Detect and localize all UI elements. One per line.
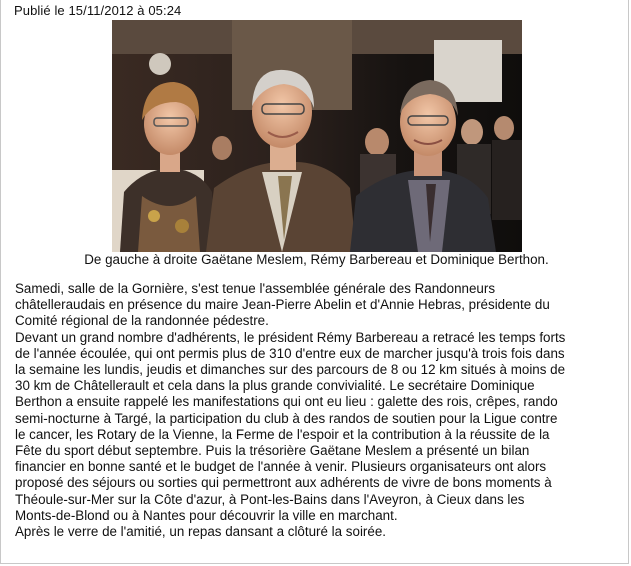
article-body — [15, 281, 621, 540]
article-line: Devant un grand nombre d'adhérents, le président Rémy Barbereau a retracé les temps forts — [15, 329, 566, 345]
article-line: semi-nocturne à Targé, la participation du club à des randos de soutien pour la Ligue contre — [15, 410, 558, 426]
article-text: châtelleraudais en présence du maire Jean-Pierre Abelin et d'Annie Hebras, présidente du — [15, 297, 550, 313]
article-line: la semaine les lundis, jeudis et dimanches sur des parcours de 8 ou 12 km situés à moins de — [15, 362, 566, 378]
article-line: Après le verre de l'amitié, un repas dansant a clôturé la soirée. — [15, 524, 386, 540]
photo-caption: De gauche à droite Gaëtane Meslem, Rémy Barbereau et Dominique Berthon. — [84, 252, 549, 267]
article-line: Monts-de-Blond ou à Nantes pour découvrir la ville en marchant. — [15, 507, 398, 523]
article-line: Berthon a ensuite rappelé les manifestations qui ont eu lieu : galette des rois, crêpes, rando — [15, 394, 558, 410]
article-line: proposé des séjours ou sorties qui permettront aux adhérents de vivre de bons moments à — [15, 475, 552, 491]
article-line: le cancer, les Rotary de la Vienne, la Ferme de l'espoir et la contribution à la réussite de la — [15, 426, 550, 442]
article-line: 30 km de Châtellerault et cela dans la plus grande convivialité. Le secrétaire Dominique — [15, 378, 535, 394]
article-line — [15, 281, 621, 297]
group-photo — [112, 20, 522, 252]
article-line: Théoule-sur-Mer sur la Côte d'azur, à Pont-les-Bains dans l'Aveyron, à Cieux dans les — [15, 491, 525, 507]
article-line: financier en bonne santé et le budget de l'année à venir. Plusieurs organisateurs ont alors — [15, 459, 547, 475]
group-photo-icon — [112, 20, 522, 252]
article-text: Samedi, salle de la Gornière, s'est tenue l'assemblée générale des Randonneurs — [15, 281, 496, 296]
article-line: de l'année écoulée, qui ont permis plus de 310 d'entre eux de marcher jusqu'à trois fois dans — [15, 345, 565, 361]
article-line — [15, 297, 621, 313]
publication-date: Publié le 15/11/2012 à 05:24 — [14, 3, 182, 18]
article-line: Comité régional de la randonnée pédestre. — [15, 313, 269, 329]
article-line: Fête du sport début septembre. Puis la trésorière Gaëtane Meslem a présenté un bilan — [15, 443, 530, 459]
